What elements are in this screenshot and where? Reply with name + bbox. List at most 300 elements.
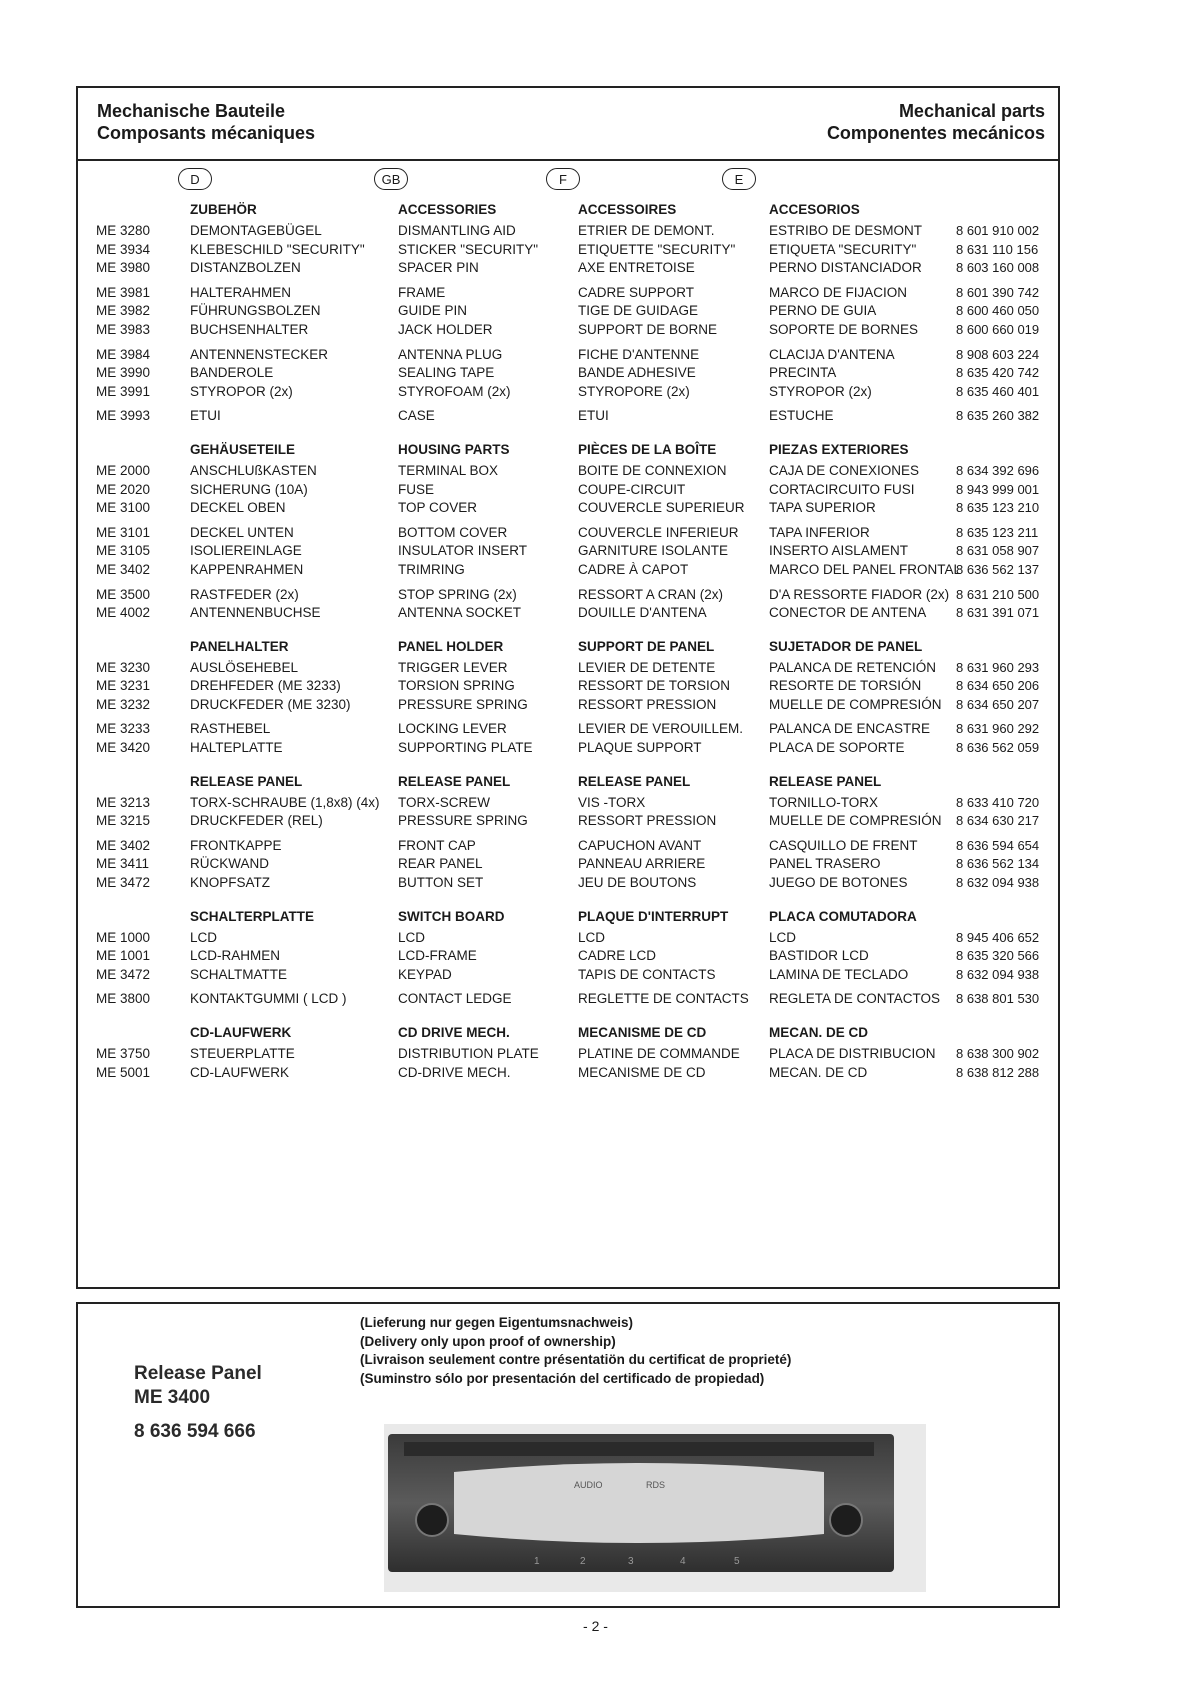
- section-title-fr: SUPPORT DE PANEL: [578, 638, 715, 654]
- delivery-note-fr: (Livraison seulement contre présentatiön du certificat de proprieté): [360, 1352, 792, 1367]
- spanish-name: PERNO DE GUIA: [769, 303, 877, 319]
- german-name: FÜHRUNGSBOLZEN: [190, 303, 321, 319]
- part-code: ME 3411: [96, 856, 150, 872]
- french-name: ETIQUETTE "SECURITY": [578, 241, 736, 257]
- section-title-gb: CD DRIVE MECH.: [398, 1025, 510, 1040]
- english-name: STYROFOAM (2x): [398, 383, 511, 399]
- section-title-es: PIEZAS EXTERIORES: [769, 441, 909, 457]
- english-name: DISTRIBUTION PLATE: [398, 1046, 539, 1061]
- french-name: COUVERCLE INFERIEUR: [578, 524, 739, 540]
- spanish-name: MARCO DE FIJACION: [769, 284, 908, 300]
- language-badge-de: D: [178, 168, 212, 190]
- header-right: [827, 100, 1045, 144]
- delivery-note-en: (Delivery only upon proof of ownership): [360, 1333, 616, 1349]
- display-rds-label: RDS: [646, 1480, 666, 1490]
- part-code: ME 3233: [96, 721, 151, 737]
- part-row: [78, 302, 1058, 321]
- english-name: FRONT CAP: [398, 837, 476, 853]
- part-code: ME 3981: [96, 284, 151, 300]
- french-name: PLATINE DE COMMANDE: [578, 1046, 740, 1061]
- part-number: 8 635 260 382: [956, 408, 1040, 424]
- part-row: [78, 794, 1058, 813]
- part-number: 8 634 630 217: [956, 813, 1040, 829]
- part-number: 8 600 460 050: [956, 303, 1040, 319]
- french-name: TIGE DE GUIDAGE: [578, 303, 699, 319]
- display-window: [454, 1463, 824, 1543]
- spanish-name: MECAN. DE CD: [769, 1064, 868, 1080]
- part-number: 8 908 603 224: [956, 346, 1040, 362]
- release-panel-number: 8 636 594 666: [134, 1421, 256, 1442]
- part-number: 8 636 562 059: [956, 740, 1040, 756]
- part-row: [78, 586, 1058, 605]
- cd-slot: [404, 1442, 874, 1456]
- part-code: ME 2020: [96, 481, 151, 497]
- parts-section: [78, 440, 1058, 623]
- english-name: FUSE: [398, 481, 435, 497]
- part-row: [78, 481, 1058, 500]
- french-name: LEVIER DE VEROUILLEM.: [578, 721, 744, 737]
- part-code: ME 3100: [96, 500, 151, 516]
- preset-2: 2: [580, 1556, 586, 1567]
- part-number: 8 603 160 008: [956, 260, 1040, 276]
- spanish-name: TAPA INFERIOR: [769, 524, 870, 540]
- part-number: 8 636 562 137: [956, 561, 1040, 577]
- english-name: TORSION SPRING: [398, 678, 515, 694]
- part-code: ME 3402: [96, 561, 151, 577]
- part-code: ME 3420: [96, 740, 151, 756]
- part-code: ME 3991: [96, 383, 151, 399]
- parts-group: [78, 462, 1058, 518]
- french-name: COUPE-CIRCUIT: [578, 481, 686, 497]
- part-code: ME 3934: [96, 241, 151, 257]
- parts-group: [78, 346, 1058, 402]
- language-badge-fr: F: [546, 168, 580, 190]
- part-row: [78, 929, 1058, 948]
- release-panel-code: ME 3400: [134, 1387, 211, 1408]
- english-name: ANTENNA PLUG: [398, 346, 503, 362]
- part-row: [78, 346, 1058, 365]
- part-code: ME 3982: [96, 303, 151, 319]
- parts-group: [78, 720, 1058, 757]
- german-name: ISOLIEREINLAGE: [190, 543, 302, 559]
- parts-group: [78, 524, 1058, 580]
- part-row: [78, 677, 1058, 696]
- parts-group: [78, 929, 1058, 985]
- english-name: TERMINAL BOX: [398, 462, 499, 478]
- part-code: ME 3105: [96, 543, 151, 559]
- spanish-name: PLACA DE SOPORTE: [769, 740, 905, 756]
- part-number: 8 635 123 210: [956, 500, 1040, 516]
- section-title-gb: PANEL HOLDER: [398, 638, 504, 654]
- part-code: ME 3500: [96, 586, 151, 602]
- part-number: 8 945 406 652: [956, 929, 1040, 945]
- german-name: BUCHSENHALTER: [190, 321, 309, 337]
- release-panel-title: Release Panel: [134, 1363, 262, 1384]
- spanish-name: ESTRIBO DE DESMONT: [769, 223, 923, 238]
- part-number: 8 638 300 902: [956, 1046, 1040, 1061]
- german-name: CD-LAUFWERK: [190, 1064, 290, 1080]
- part-row: [78, 739, 1058, 758]
- spanish-name: PANEL TRASERO: [769, 856, 881, 872]
- part-row: [78, 659, 1058, 678]
- part-row: [78, 462, 1058, 481]
- french-name: PANNEAU ARRIERE: [578, 856, 706, 872]
- french-name: CADRE LCD: [578, 948, 657, 964]
- german-name: SICHERUNG (10A): [190, 481, 308, 497]
- part-number: 8 636 562 134: [956, 856, 1040, 872]
- french-name: REGLETTE DE CONTACTS: [578, 991, 749, 1007]
- french-name: TAPIS DE CONTACTS: [578, 966, 716, 982]
- part-row: [78, 407, 1058, 426]
- header-title-fr: Composants mécaniques: [97, 123, 316, 143]
- part-number: 8 632 094 938: [956, 875, 1040, 891]
- french-name: STYROPORE (2x): [578, 383, 690, 399]
- part-row: [78, 241, 1058, 260]
- french-name: GARNITURE ISOLANTE: [578, 543, 729, 559]
- parts-group: [78, 794, 1058, 831]
- english-name: KEYPAD: [398, 966, 452, 982]
- german-name: DREHFEDER (ME 3233): [190, 678, 341, 694]
- section-header: [78, 637, 1058, 659]
- spanish-name: PALANCA DE ENCASTRE: [769, 721, 931, 737]
- parts-group: [78, 990, 1058, 1009]
- spanish-name: INSERTO AISLAMENT: [769, 543, 909, 559]
- french-name: DOUILLE D'ANTENA: [578, 605, 707, 621]
- section-header: [78, 200, 1058, 222]
- english-name: STOP SPRING (2x): [398, 586, 517, 602]
- part-row: [78, 364, 1058, 383]
- french-name: CAPUCHON AVANT: [578, 837, 702, 853]
- parts-section: [78, 1023, 1058, 1082]
- spanish-name: TORNILLO-TORX: [769, 794, 879, 810]
- spanish-name: PLACA DE DISTRIBUCION: [769, 1046, 936, 1061]
- part-number: 8 631 391 071: [956, 605, 1040, 621]
- german-name: KAPPENRAHMEN: [190, 561, 304, 577]
- french-name: CADRE SUPPORT: [578, 284, 695, 300]
- volume-knob: [416, 1504, 448, 1536]
- german-name: STEUERPLATTE: [190, 1046, 295, 1061]
- english-name: JACK HOLDER: [398, 321, 493, 337]
- section-title-es: RELEASE PANEL: [769, 773, 882, 789]
- part-row: [78, 874, 1058, 893]
- german-name: KONTAKTGUMMI ( LCD ): [190, 991, 347, 1007]
- part-code: ME 3993: [96, 408, 151, 424]
- german-name: STYROPOR (2x): [190, 383, 293, 399]
- delivery-notes: [360, 1314, 791, 1388]
- parts-section: [78, 200, 1058, 426]
- french-name: ETRIER DE DEMONT.: [578, 223, 715, 238]
- part-number: 8 600 660 019: [956, 321, 1040, 337]
- part-row: [78, 1064, 1058, 1083]
- part-code: ME 3472: [96, 875, 151, 891]
- part-row: [78, 696, 1058, 715]
- part-row: [78, 542, 1058, 561]
- part-number: 8 631 960 292: [956, 721, 1040, 737]
- part-row: [78, 720, 1058, 739]
- part-row: [78, 284, 1058, 303]
- german-name: FRONTKAPPE: [190, 837, 282, 853]
- preset-3: 3: [628, 1556, 634, 1567]
- section-title-de: PANELHALTER: [190, 638, 289, 654]
- section-header: [78, 907, 1058, 929]
- section-title-gb: RELEASE PANEL: [398, 773, 511, 789]
- part-number: 8 601 390 742: [956, 284, 1040, 300]
- parts-section: [78, 637, 1058, 758]
- english-name: TRIMRING: [398, 561, 465, 577]
- section-title-de: GEHÄUSETEILE: [190, 441, 296, 457]
- header-title-en: Mechanical parts: [898, 101, 1045, 121]
- car-radio-front-panel-photo: [384, 1424, 926, 1592]
- section-title-fr: PIÈCES DE LA BOÎTE: [578, 441, 717, 457]
- english-name: CONTACT LEDGE: [398, 991, 512, 1007]
- section-header: [78, 772, 1058, 794]
- part-code: ME 3213: [96, 794, 151, 810]
- english-name: BUTTON SET: [398, 875, 484, 891]
- part-number: 8 634 650 206: [956, 678, 1040, 694]
- spanish-name: LCD: [769, 929, 797, 945]
- french-name: FICHE D'ANTENNE: [578, 346, 700, 362]
- german-name: BANDEROLE: [190, 365, 274, 381]
- english-name: LOCKING LEVER: [398, 721, 507, 737]
- german-name: RASTHEBEL: [190, 721, 271, 737]
- navigation-knob: [830, 1504, 862, 1536]
- spanish-name: CASQUILLO DE FRENT: [769, 837, 918, 853]
- section-title-gb: SWITCH BOARD: [398, 908, 505, 924]
- english-name: LCD: [398, 929, 426, 945]
- english-name: GUIDE PIN: [398, 303, 468, 319]
- part-number: 8 635 123 211: [956, 524, 1039, 540]
- german-name: DECKEL OBEN: [190, 500, 286, 516]
- part-row: [78, 383, 1058, 402]
- english-name: SPACER PIN: [398, 260, 479, 276]
- page-header: [78, 88, 1058, 161]
- french-name: CADRE À CAPOT: [578, 561, 689, 577]
- part-number: 8 638 801 530: [956, 991, 1040, 1007]
- parts-group: [78, 659, 1058, 715]
- german-name: KNOPFSATZ: [190, 875, 271, 891]
- french-name: MECANISME DE CD: [578, 1064, 706, 1080]
- parts-list-box: [76, 86, 1060, 1289]
- spanish-name: ETIQUETA "SECURITY": [769, 241, 917, 257]
- part-code: ME 4002: [96, 605, 151, 621]
- section-title-es: ACCESORIOS: [769, 202, 860, 217]
- spanish-name: MUELLE DE COMPRESIÓN: [769, 696, 942, 712]
- part-number: 8 634 392 696: [956, 462, 1040, 478]
- english-name: TRIGGER LEVER: [398, 659, 508, 675]
- spanish-name: PRECINTA: [769, 365, 837, 381]
- language-badge-es: E: [722, 168, 756, 190]
- part-code: ME 3231: [96, 678, 151, 694]
- french-name: COUVERCLE SUPERIEUR: [578, 500, 745, 516]
- german-name: KLEBESCHILD "SECURITY": [190, 241, 365, 257]
- part-row: [78, 947, 1058, 966]
- spanish-name: TAPA SUPERIOR: [769, 500, 876, 516]
- part-code: ME 3990: [96, 365, 151, 381]
- french-name: BANDE ADHESIVE: [578, 365, 696, 381]
- french-name: RESSORT DE TORSION: [578, 678, 731, 694]
- part-code: ME 3983: [96, 321, 151, 337]
- part-code: ME 1001: [96, 948, 151, 964]
- german-name: LCD: [190, 929, 218, 945]
- part-code: ME 3980: [96, 260, 151, 276]
- english-name: SEALING TAPE: [398, 365, 495, 381]
- part-number: 8 634 650 207: [956, 696, 1040, 712]
- part-row: [78, 1045, 1058, 1064]
- preset-1: 1: [534, 1556, 540, 1567]
- section-title-es: PLACA COMUTADORA: [769, 908, 917, 924]
- part-code: ME 3472: [96, 966, 151, 982]
- parts-group: [78, 586, 1058, 623]
- section-title-de: ZUBEHÖR: [190, 202, 257, 217]
- french-name: JEU DE BOUTONS: [578, 875, 697, 891]
- part-number: 8 631 110 156: [956, 241, 1039, 257]
- parts-group: [78, 837, 1058, 893]
- spanish-name: D'A RESSORTE FIADOR (2x): [769, 586, 950, 602]
- spanish-name: CAJA DE CONEXIONES: [769, 462, 920, 478]
- parts-group: [78, 284, 1058, 340]
- english-name: CASE: [398, 408, 435, 424]
- delivery-note-es: (Suminstro sólo por presentación del certificado de propiedad): [360, 1370, 765, 1386]
- french-name: PLAQUE SUPPORT: [578, 740, 702, 756]
- german-name: DECKEL UNTEN: [190, 524, 294, 540]
- part-number: 8 601 910 002: [956, 223, 1040, 238]
- part-row: [78, 837, 1058, 856]
- spanish-name: CONECTOR DE ANTENA: [769, 605, 927, 621]
- part-number: 8 631 960 293: [956, 659, 1040, 675]
- part-number: 8 631 210 500: [956, 586, 1040, 602]
- section-title-de: RELEASE PANEL: [190, 773, 303, 789]
- part-code: ME 3230: [96, 659, 151, 675]
- english-name: DISMANTLING AID: [398, 223, 516, 238]
- french-name: VIS -TORX: [578, 794, 646, 810]
- french-name: RESSORT PRESSION: [578, 696, 717, 712]
- french-name: RESSORT A CRAN (2x): [578, 586, 724, 602]
- section-title-gb: ACCESSORIES: [398, 202, 497, 217]
- german-name: SCHALTMATTE: [190, 966, 288, 982]
- part-code: ME 5001: [96, 1064, 151, 1080]
- german-name: HALTEPLATTE: [190, 740, 283, 756]
- parts-group: [78, 1045, 1058, 1082]
- german-name: RÜCKWAND: [190, 856, 269, 872]
- display-label: AUDIO: [574, 1480, 603, 1490]
- part-code: ME 1000: [96, 929, 151, 945]
- french-name: ETUI: [578, 408, 609, 424]
- release-panel-info: [134, 1362, 262, 1444]
- part-code: ME 3750: [96, 1046, 151, 1061]
- english-name: LCD-FRAME: [398, 948, 477, 964]
- spanish-name: REGLETA DE CONTACTOS: [769, 991, 941, 1007]
- french-name: RESSORT PRESSION: [578, 813, 717, 829]
- german-name: ETUI: [190, 408, 221, 424]
- english-name: BOTTOM COVER: [398, 524, 508, 540]
- german-name: DRUCKFEDER (ME 3230): [190, 696, 351, 712]
- english-name: PRESSURE SPRING: [398, 696, 528, 712]
- part-row: [78, 499, 1058, 518]
- german-name: DEMONTAGEBÜGEL: [190, 223, 322, 238]
- german-name: ANTENNENSTECKER: [190, 346, 329, 362]
- spanish-name: ESTUCHE: [769, 408, 834, 424]
- parts-section: [78, 772, 1058, 893]
- part-number: 8 631 058 907: [956, 543, 1040, 559]
- english-name: SUPPORTING PLATE: [398, 740, 533, 756]
- part-number: 8 633 410 720: [956, 794, 1040, 810]
- german-name: LCD-RAHMEN: [190, 948, 281, 964]
- part-row: [78, 604, 1058, 623]
- part-row: [78, 855, 1058, 874]
- german-name: HALTERAHMEN: [190, 284, 292, 300]
- header-title-de: Mechanische Bauteile: [97, 101, 286, 121]
- language-badge-gb: GB: [374, 168, 408, 190]
- german-name: ANTENNENBUCHSE: [190, 605, 321, 621]
- french-name: SUPPORT DE BORNE: [578, 321, 718, 337]
- spanish-name: STYROPOR (2x): [769, 383, 872, 399]
- part-number: 8 635 460 401: [956, 383, 1040, 399]
- french-name: BOITE DE CONNEXION: [578, 462, 727, 478]
- spanish-name: CLACIJA D'ANTENA: [769, 346, 895, 362]
- section-title-fr: PLAQUE D'INTERRUPT: [578, 908, 729, 924]
- german-name: TORX-SCHRAUBE (1,8x8) (4x): [190, 794, 380, 810]
- part-code: ME 3101: [96, 524, 151, 540]
- german-name: ANSCHLUßKASTEN: [190, 462, 317, 478]
- spanish-name: PERNO DISTANCIADOR: [769, 260, 922, 276]
- french-name: LCD: [578, 929, 606, 945]
- section-title-gb: HOUSING PARTS: [398, 441, 510, 457]
- parts-table: [78, 200, 1058, 1096]
- parts-group: [78, 407, 1058, 426]
- part-row: [78, 321, 1058, 340]
- english-name: STICKER "SECURITY": [398, 241, 539, 257]
- part-row: [78, 259, 1058, 278]
- section-title-es: SUJETADOR DE PANEL: [769, 638, 923, 654]
- release-panel-box: [76, 1302, 1060, 1608]
- part-number: 8 632 094 938: [956, 966, 1040, 982]
- part-code: ME 3402: [96, 837, 151, 853]
- german-name: RASTFEDER (2x): [190, 586, 299, 602]
- spanish-name: MARCO DEL PANEL FRONTAL: [769, 561, 962, 577]
- english-name: REAR PANEL: [398, 856, 483, 872]
- part-row: [78, 812, 1058, 831]
- english-name: FRAME: [398, 284, 446, 300]
- spanish-name: RESORTE DE TORSIÓN: [769, 678, 922, 694]
- section-title-de: CD-LAUFWERK: [190, 1025, 292, 1040]
- german-name: DRUCKFEDER (REL): [190, 813, 323, 829]
- spanish-name: JUEGO DE BOTONES: [769, 875, 908, 891]
- header-left: [97, 100, 315, 144]
- german-name: AUSLÖSEHEBEL: [190, 659, 299, 675]
- preset-4: 4: [680, 1556, 686, 1567]
- spanish-name: LAMINA DE TECLADO: [769, 966, 909, 982]
- english-name: PRESSURE SPRING: [398, 813, 528, 829]
- french-name: LEVIER DE DETENTE: [578, 659, 716, 675]
- parts-group: [78, 222, 1058, 278]
- header-title-es: Componentes mecánicos: [826, 123, 1045, 143]
- section-title-de: SCHALTERPLATTE: [190, 908, 314, 924]
- part-code: ME 3800: [96, 991, 151, 1007]
- part-code: ME 3215: [96, 813, 151, 829]
- part-number: 8 638 812 288: [956, 1064, 1040, 1080]
- part-number: 8 635 320 566: [956, 948, 1040, 964]
- language-badges: [78, 168, 1058, 194]
- part-code: ME 3280: [96, 223, 151, 238]
- spanish-name: MUELLE DE COMPRESIÓN: [769, 813, 942, 829]
- preset-5: 5: [734, 1556, 740, 1567]
- english-name: ANTENNA SOCKET: [398, 605, 522, 621]
- section-title-fr: ACCESSOIRES: [578, 202, 677, 217]
- part-code: ME 2000: [96, 462, 151, 478]
- section-header: [78, 440, 1058, 462]
- spanish-name: CORTACIRCUITO FUSI: [769, 481, 915, 497]
- part-number: 8 636 594 654: [956, 837, 1040, 853]
